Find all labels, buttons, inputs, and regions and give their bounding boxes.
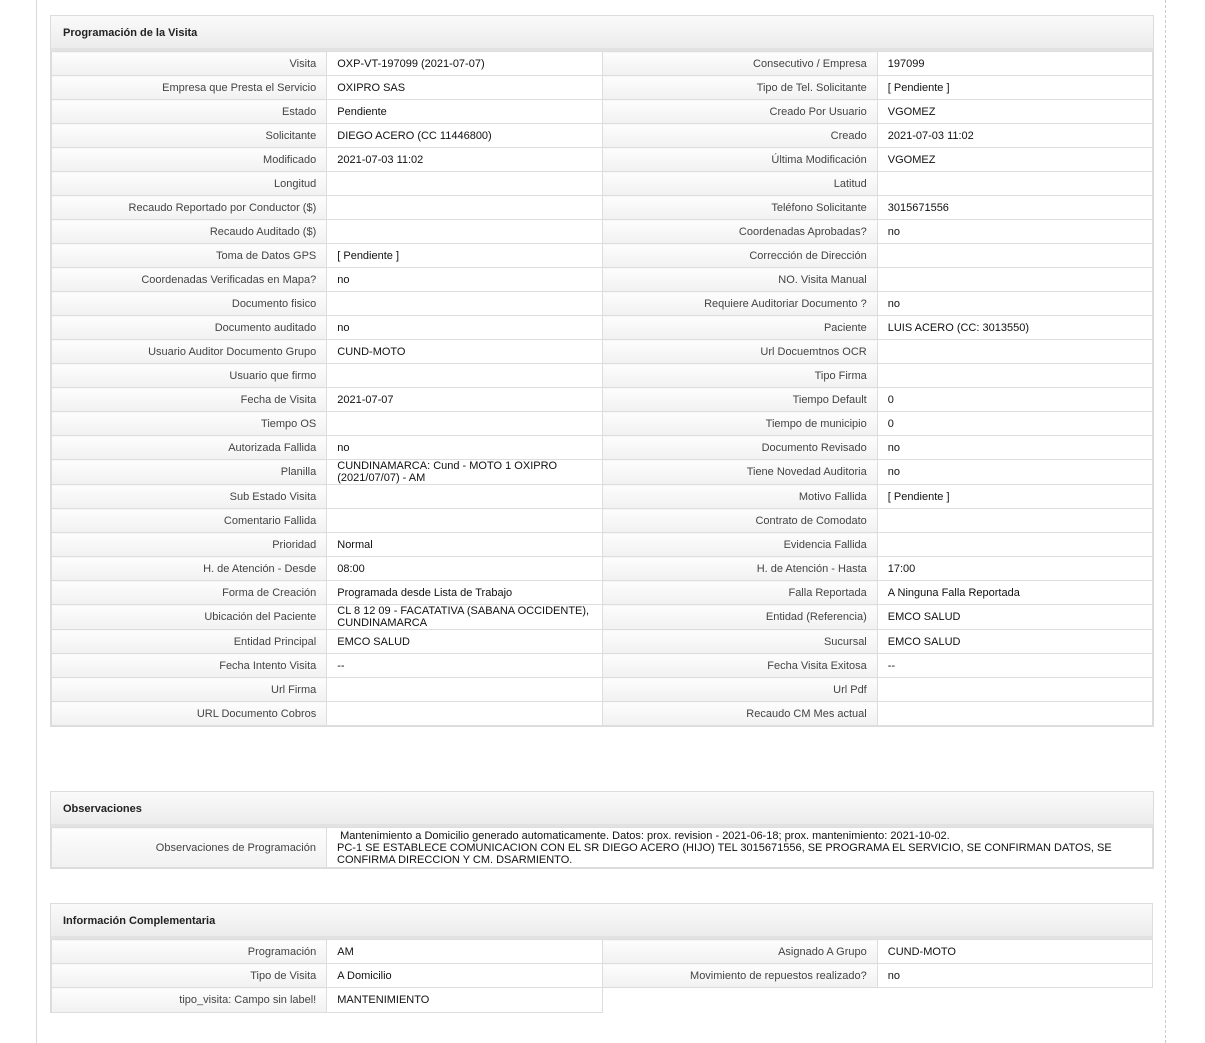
field-value-fecha-intento-visita: -- — [327, 654, 602, 678]
field-label-h-de-atencion-hasta: H. de Atención - Hasta — [602, 557, 877, 581]
table-row — [52, 485, 1153, 509]
field-value-tiempo-os — [327, 412, 602, 436]
table-row — [52, 292, 1153, 316]
table-row — [52, 388, 1153, 412]
field-label-falla-reportada: Falla Reportada — [602, 581, 877, 605]
field-label-documento-revisado: Documento Revisado — [602, 436, 877, 460]
field-value-correccion-de-direccion — [877, 244, 1152, 268]
field-value-entidad-principal: EMCO SALUD — [327, 630, 602, 654]
table-row — [52, 172, 1153, 196]
field-label-movimiento-de-repuestos-realizado: Movimiento de repuestos realizado? — [602, 964, 877, 988]
table-row — [52, 340, 1153, 364]
left-border-line — [36, 0, 37, 1043]
field-value-autorizada-fallida: no — [327, 436, 602, 460]
field-label-url-docuemtnos-ocr: Url Docuemtnos OCR — [602, 340, 877, 364]
table-row — [52, 412, 1153, 436]
field-value-visita: OXP-VT-197099 (2021-07-07) — [327, 52, 602, 76]
complementaria-panel — [50, 903, 1153, 1013]
programacion-title: Programación de la Visita — [51, 16, 1153, 51]
field-label-planilla: Planilla — [52, 460, 327, 485]
table-row — [52, 76, 1153, 100]
field-value-url-docuemtnos-ocr — [877, 340, 1152, 364]
field-label-fecha-intento-visita: Fecha Intento Visita — [52, 654, 327, 678]
field-value-telefono-solicitante: 3015671556 — [877, 196, 1152, 220]
programacion-panel — [50, 15, 1154, 727]
table-row — [52, 581, 1153, 605]
field-label-tipo-de-visita: Tipo de Visita — [52, 964, 327, 988]
table-row — [52, 630, 1153, 654]
field-value-ultima-modificacion: VGOMEZ — [877, 148, 1152, 172]
field-label-solicitante: Solicitante — [52, 124, 327, 148]
field-label-no-visita-manual: NO. Visita Manual — [602, 268, 877, 292]
empty-cell — [877, 988, 1152, 1013]
table-row — [52, 940, 1153, 964]
field-label-estado: Estado — [52, 100, 327, 124]
table-row — [52, 509, 1153, 533]
table-row — [52, 678, 1153, 702]
field-label-evidencia-fallida: Evidencia Fallida — [602, 533, 877, 557]
field-label-empresa-que-presta-el-servicio: Empresa que Presta el Servicio — [52, 76, 327, 100]
field-value-no-visita-manual — [877, 268, 1152, 292]
field-label-documento-auditado: Documento auditado — [52, 316, 327, 340]
field-value-tiempo-de-municipio: 0 — [877, 412, 1152, 436]
field-label-fecha-visita-exitosa: Fecha Visita Exitosa — [602, 654, 877, 678]
field-value-fecha-visita-exitosa: -- — [877, 654, 1152, 678]
observaciones-panel — [50, 791, 1154, 869]
field-label-tiene-novedad-auditoria: Tiene Novedad Auditoria — [602, 460, 877, 485]
field-value-recaudo-auditado — [327, 220, 602, 244]
field-label-entidad-referencia: Entidad (Referencia) — [602, 605, 877, 630]
field-value-entidad-referencia: EMCO SALUD — [877, 605, 1152, 630]
field-label-motivo-fallida: Motivo Fallida — [602, 485, 877, 509]
field-label-fecha-de-visita: Fecha de Visita — [52, 388, 327, 412]
field-value-sub-estado-visita — [327, 485, 602, 509]
field-value-tiempo-default: 0 — [877, 388, 1152, 412]
field-value-longitud — [327, 172, 602, 196]
field-value-usuario-que-firmo — [327, 364, 602, 388]
field-label-correccion-de-direccion: Corrección de Dirección — [602, 244, 877, 268]
field-label-documento-fisico: Documento fisico — [52, 292, 327, 316]
field-value-ubicacion-del-paciente: CL 8 12 09 - FACATATIVA (SABANA OCCIDENTE), CUNDINAMARCA — [327, 605, 602, 630]
table-row — [52, 52, 1153, 76]
field-value-fecha-de-visita: 2021-07-07 — [327, 388, 602, 412]
field-value-solicitante: DIEGO ACERO (CC 11446800) — [327, 124, 602, 148]
field-value-programacion: AM — [327, 940, 602, 964]
table-row — [52, 460, 1153, 485]
field-label-sucursal: Sucursal — [602, 630, 877, 654]
field-value-comentario-fallida — [327, 509, 602, 533]
field-label-url-firma: Url Firma — [52, 678, 327, 702]
field-value-url-firma — [327, 678, 602, 702]
field-value-creado: 2021-07-03 11:02 — [877, 124, 1152, 148]
field-value-contrato-de-comodato — [877, 509, 1152, 533]
field-value-paciente: LUIS ACERO (CC: 3013550) — [877, 316, 1152, 340]
field-label-asignado-a-grupo: Asignado A Grupo — [602, 940, 877, 964]
table-row — [52, 100, 1153, 124]
field-label-comentario-fallida: Comentario Fallida — [52, 509, 327, 533]
field-label-usuario-auditor-documento-grupo: Usuario Auditor Documento Grupo — [52, 340, 327, 364]
table-row — [52, 436, 1153, 460]
field-label-coordenadas-verificadas-en-mapa: Coordenadas Verificadas en Mapa? — [52, 268, 327, 292]
table-row — [52, 557, 1153, 581]
field-value-requiere-auditoriar-documento: no — [877, 292, 1152, 316]
field-value-h-de-atencion-hasta: 17:00 — [877, 557, 1152, 581]
field-label-url-documento-cobros: URL Documento Cobros — [52, 702, 327, 726]
field-label-url-pdf: Url Pdf — [602, 678, 877, 702]
field-label-creado-por-usuario: Creado Por Usuario — [602, 100, 877, 124]
programacion-table — [51, 51, 1153, 726]
field-value-toma-de-datos-gps: [ Pendiente ] — [327, 244, 602, 268]
field-label-toma-de-datos-gps: Toma de Datos GPS — [52, 244, 327, 268]
empty-cell — [602, 988, 877, 1013]
field-value-recaudo-cm-mes-actual — [877, 702, 1152, 726]
field-label-recaudo-cm-mes-actual: Recaudo CM Mes actual — [602, 702, 877, 726]
field-value-prioridad: Normal — [327, 533, 602, 557]
field-label-requiere-auditoriar-documento: Requiere Auditoriar Documento ? — [602, 292, 877, 316]
field-value-tiene-novedad-auditoria: no — [877, 460, 1152, 485]
field-label-contrato-de-comodato: Contrato de Comodato — [602, 509, 877, 533]
field-value-evidencia-fallida — [877, 533, 1152, 557]
field-value-tipo-de-tel-solicitante: [ Pendiente ] — [877, 76, 1152, 100]
field-label-recaudo-reportado-por-conductor: Recaudo Reportado por Conductor ($) — [52, 196, 327, 220]
table-row — [52, 316, 1153, 340]
field-label-latitud: Latitud — [602, 172, 877, 196]
field-label-forma-de-creacion: Forma de Creación — [52, 581, 327, 605]
field-value-creado-por-usuario: VGOMEZ — [877, 100, 1152, 124]
table-row — [52, 244, 1153, 268]
field-label-programacion: Programación — [52, 940, 327, 964]
field-label-sub-estado-visita: Sub Estado Visita — [52, 485, 327, 509]
complementaria-title: Información Complementaria — [51, 904, 1153, 939]
field-label-h-de-atencion-desde: H. de Atención - Desde — [52, 557, 327, 581]
observaciones-value: Mantenimiento a Domicilio generado automaticamente. Datos: prox. revision - 2021-06-18; prox. mantenimiento: 2021-10-02. PC-1 SE ESTABLECE COMUNICACION CON EL SR DIEGO ACERO (HIJO) TEL 3015671556, SE PROGRAMA EL SERVICIO, SE CONFIRMAN DATOS, SE CONFIRMA DIRECCION Y CM. DSARMIENTO. — [327, 828, 1153, 868]
table-row — [52, 196, 1153, 220]
field-label-prioridad: Prioridad — [52, 533, 327, 557]
field-value-falla-reportada: A Ninguna Falla Reportada — [877, 581, 1152, 605]
field-value-documento-fisico — [327, 292, 602, 316]
field-label-usuario-que-firmo: Usuario que firmo — [52, 364, 327, 388]
field-label-tipo-visita-campo-sin-label: tipo_visita: Campo sin label! — [52, 988, 327, 1013]
table-row — [52, 964, 1153, 988]
field-label-recaudo-auditado: Recaudo Auditado ($) — [52, 220, 327, 244]
field-value-sucursal: EMCO SALUD — [877, 630, 1152, 654]
observaciones-table — [51, 827, 1153, 868]
field-label-entidad-principal: Entidad Principal — [52, 630, 327, 654]
table-row — [52, 828, 1153, 868]
field-value-movimiento-de-repuestos-realizado: no — [877, 964, 1152, 988]
field-label-tiempo-os: Tiempo OS — [52, 412, 327, 436]
field-value-tipo-visita-campo-sin-label: MANTENIMIENTO — [327, 988, 602, 1013]
field-value-consecutivo-empresa: 197099 — [877, 52, 1152, 76]
field-value-planilla: CUNDINAMARCA: Cund - MOTO 1 OXIPRO (2021/07/07) - AM — [327, 460, 602, 485]
observaciones-title: Observaciones — [51, 792, 1153, 827]
table-row — [52, 364, 1153, 388]
right-dashed-border — [1165, 0, 1166, 1043]
table-row — [52, 988, 1153, 1013]
field-value-coordenadas-verificadas-en-mapa: no — [327, 268, 602, 292]
field-label-modificado: Modificado — [52, 148, 327, 172]
field-label-longitud: Longitud — [52, 172, 327, 196]
field-label-consecutivo-empresa: Consecutivo / Empresa — [602, 52, 877, 76]
table-row — [52, 605, 1153, 630]
table-row — [52, 124, 1153, 148]
field-value-url-documento-cobros — [327, 702, 602, 726]
table-row — [52, 702, 1153, 726]
field-value-usuario-auditor-documento-grupo: CUND-MOTO — [327, 340, 602, 364]
table-row — [52, 533, 1153, 557]
complementaria-table — [51, 939, 1153, 1013]
table-row — [52, 148, 1153, 172]
field-label-creado: Creado — [602, 124, 877, 148]
table-row — [52, 654, 1153, 678]
field-value-empresa-que-presta-el-servicio: OXIPRO SAS — [327, 76, 602, 100]
field-value-documento-auditado: no — [327, 316, 602, 340]
table-row — [52, 268, 1153, 292]
field-label-paciente: Paciente — [602, 316, 877, 340]
field-value-h-de-atencion-desde: 08:00 — [327, 557, 602, 581]
field-label-tipo-de-tel-solicitante: Tipo de Tel. Solicitante — [602, 76, 877, 100]
field-value-motivo-fallida: [ Pendiente ] — [877, 485, 1152, 509]
field-value-tipo-de-visita: A Domicilio — [327, 964, 602, 988]
field-value-estado: Pendiente — [327, 100, 602, 124]
field-value-tipo-firma — [877, 364, 1152, 388]
field-value-coordenadas-aprobadas: no — [877, 220, 1152, 244]
field-label-ultima-modificacion: Última Modificación — [602, 148, 877, 172]
field-value-asignado-a-grupo: CUND-MOTO — [877, 940, 1152, 964]
field-label-visita: Visita — [52, 52, 327, 76]
field-value-documento-revisado: no — [877, 436, 1152, 460]
field-value-modificado: 2021-07-03 11:02 — [327, 148, 602, 172]
field-label-autorizada-fallida: Autorizada Fallida — [52, 436, 327, 460]
field-label-tiempo-default: Tiempo Default — [602, 388, 877, 412]
field-value-forma-de-creacion: Programada desde Lista de Trabajo — [327, 581, 602, 605]
field-value-latitud — [877, 172, 1152, 196]
field-value-recaudo-reportado-por-conductor — [327, 196, 602, 220]
field-label-tiempo-de-municipio: Tiempo de municipio — [602, 412, 877, 436]
field-label-ubicacion-del-paciente: Ubicación del Paciente — [52, 605, 327, 630]
field-label-coordenadas-aprobadas: Coordenadas Aprobadas? — [602, 220, 877, 244]
field-label-tipo-firma: Tipo Firma — [602, 364, 877, 388]
field-label-telefono-solicitante: Teléfono Solicitante — [602, 196, 877, 220]
field-value-url-pdf — [877, 678, 1152, 702]
table-row — [52, 220, 1153, 244]
observaciones-label: Observaciones de Programación — [52, 828, 327, 868]
